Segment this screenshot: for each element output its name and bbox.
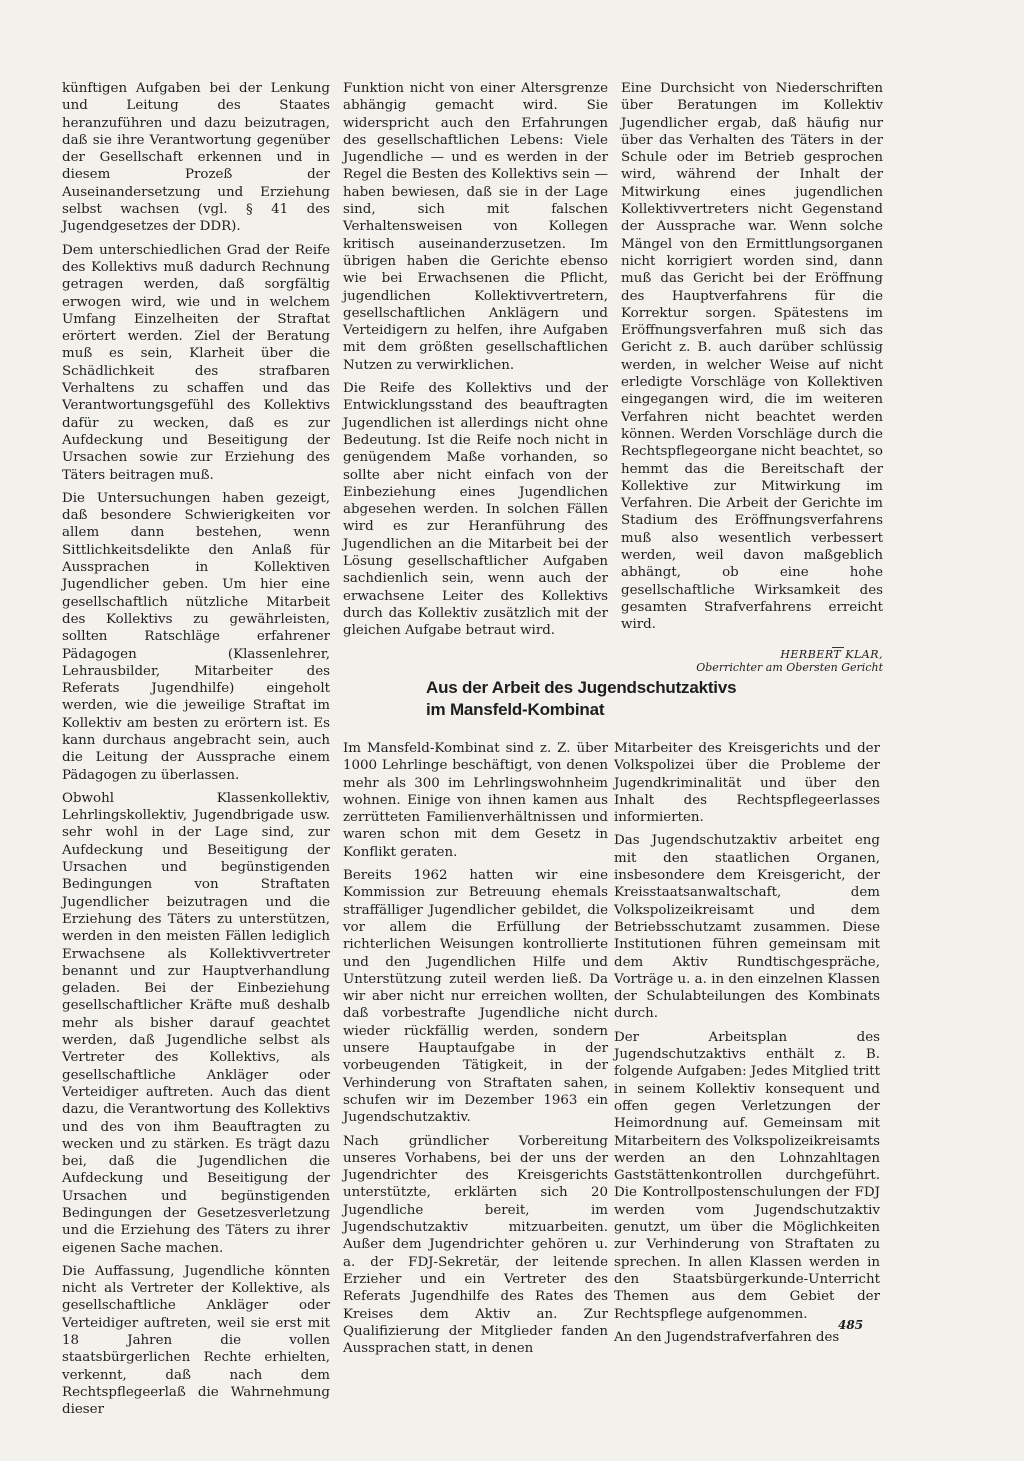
paragraph: Der Arbeitsplan des Jugendschutzaktivs enthält z. B. folgende Aufgaben: Jedes Mitglied tritt in seinem Kollektiv konsequent und offen gegen Verletzungen der Heimordnung auf. Gemeinsam mit Mitarbeitern des Volkspolizeikreisamts werden an den Lohnzahltagen Gaststättenkontrollen durchgeführt. Die Kontrollpostenschulungen der FDJ werden vom Jugendschutzaktiv genutzt, um über die Möglichkeiten zur Verhinderung von Straftaten zu sprechen. In allen Klassen werden in den Staatsbürgerkunde-Unterricht Themen aus dem Gebiet der Rechtspflege aufgenommen. [614,1029,880,1322]
paragraph: Im Mansfeld-Kombinat sind z. Z. über 1000 Lehrlinge beschäftigt, von denen mehr als 300 im Lehrlingswohnheim wohnen. Einige von ihnen kamen aus zerrütteten Familienverhältnissen und waren schon mit dem Gesetz in Konflikt geraten. [343,741,608,860]
paragraph: Die Untersuchungen haben gezeigt, daß besondere Schwierigkeiten vor allem dann bestehen, wenn Sittlichkeitsdelikte den Anlaß für Aussprachen in Kollektiven Jugendlicher geben. Um hier eine gesellschaftlich nützliche Mitarbeit des Kollektivs zu gewährleisten, sollten Ratschläge erfahrener Pädagogen (Klassenlehrer, Lehrausbilder, Mitarbeiter des Referats Jugendhilfe) eingeholt werden, wie die jeweilige Straftat im Kollektiv am besten zu erörtern ist. Es kann durchaus angebracht sein, auch die Leitung der Aussprache einem Pädagogen zu überlassen. [62,490,330,783]
end-rule [832,647,844,648]
author-title: Oberrichter am Obersten Gericht [696,660,883,674]
middle-column [343,80,608,646]
section-heading [426,677,866,721]
left-column [62,80,330,1425]
paragraph: künftigen Aufgaben bei der Lenkung und Leitung des Staates heranzuführen und dazu beizutragen, daß sie ihre Verantwortung gegenüber der Gesellschaft erkennen und in diesem Prozeß der Auseinandersetzung und Erziehung selbst wachsen (vgl. § 41 des Jugendgesetzes der DDR). [62,81,330,235]
paragraph: Dem unterschiedlichen Grad der Reife des Kollektivs muß dadurch Rechnung getragen werden, daß sorgfältig erwogen wird, wie und in welchem Umfang Einzelheiten der Straftat erörtert werden. Ziel der Beratung muß es sein, Klarheit über die Schädlichkeit des strafbaren Verhaltens zu schaffen und das Verantwortungsgefühl des Kollektivs dafür zu wecken, daß es zur Aufdeckung und Beseitigung der Ursachen sowie zur Erziehung des Täters beitragen muß. [62,242,330,483]
page-number: 485 [838,1318,864,1332]
paragraph: Bereits 1962 hatten wir eine Kommission zur Betreuung ehemals straffälliger Jugendlicher gebildet, die vor allem die Erfüllung der richterlichen Weisungen kontrollierte und den Jugendlichen Hilfe und Unterstützung zuteil werden ließ. Da wir aber nicht nur erreichen wollten, daß vorbestrafte Jugendliche nicht wieder rückfällig werden, sondern unsere Hauptaufgabe in der vorbeugenden Tätigkeit, in der Verhinderung von Straftaten sahen, schufen wir im Dezember 1963 ein Jugendschutzaktiv. [343,868,608,1126]
section-heading-line: Aus der Arbeit des Jugendschutzaktivs [426,678,737,697]
paragraph: Das Jugendschutzaktiv arbeitet eng mit den staatlichen Organen, insbesondere dem Kreisgericht, der Kreisstaatsanwaltschaft, dem Volkspolizeikreisamt und dem Betriebsschutzamt zusammen. Diese Institutionen führen gemeinsam mit dem Aktiv Rundtischgespräche, Vorträge u. a. in den einzelnen Klassen der Schulabteilungen des Kombinats durch. [614,833,880,1022]
paragraph: Die Auffassung, Jugendliche könnten nicht als Vertreter der Kollektive, als gesellschaftliche Ankläger oder Verteidiger auftreten, weil sie erst mit 18 Jahren die vollen staatsbürgerlichen Rechte erhielten, verkennt, daß nach dem Rechtspflegeerlaß die Wahrnehmung dieser [62,1263,330,1418]
section-middle-column [343,740,608,1363]
paragraph: Eine Durchsicht von Niederschriften über Beratungen im Kollektiv Jugendlicher ergab, daß häufig nur über das Verhalten des Täters in der Schule oder im Betrieb gesprochen wird, während der Inhalt der Mitwirkung eines jugendlichen Kollektivvertreters nicht Gegenstand der Aussprache war. Wenn solche Mängel von den Ermittlungsorganen nicht korrigiert worden sind, dann muß das Gericht bei der Eröffnung des Hauptverfahrens für die Korrektur sorgen. Spätestens im Eröffnungsverfahren muß sich das Gericht z. B. auch darüber schlüssig werden, in welcher Weise auf nicht erledigte Vorschläge von Kollektiven eingegangen wird, die im weiteren Verfahren nicht beachtet werden können. Werden Vorschläge durch die Rechtspflegeorgane nicht beachtet, so hemmt das die Bereitschaft der Kollektive zur Mitwirkung im Verfahren. Die Arbeit der Gerichte im Stadium des Eröffnungsverfahrens muß also wesentlich verbessert werden, weil davon maßgeblich abhängt, ob eine hohe gesellschaftliche Wirksamkeit des gesamten Strafverfahrens erreicht wird. [621,81,883,633]
right-column [621,80,883,674]
paragraph: Mitarbeiter des Kreisgerichts und der Volkspolizei über die Probleme der Jugendkriminalität und über den Inhalt des Rechtspflegeerlasses informierten. [614,741,880,826]
section-right-column [614,740,880,1352]
paragraph: Obwohl Klassenkollektiv, Lehrlingskollektiv, Jugendbrigade usw. sehr wohl in der Lage sind, zur Aufdeckung und Beseitigung der Ursachen und begünstigenden Bedingungen von Straftaten Jugendlicher beizutragen und die Erziehung des Täters zu unterstützen, werden in den meisten Fällen lediglich Erwachsene als Kollektivvertreter benannt und zur Hauptverhandlung geladen. Bei der Einbeziehung gesellschaftlicher Kräfte muß deshalb mehr als bisher darauf geachtet werden, daß Jugendliche selbst als Vertreter des Kollektivs, als gesellschaftliche Ankläger oder Verteidiger auftreten. Auch das dient dazu, die Verantwortung des Kollektivs und des von ihm Beauftragten zu wecken und zu stärken. Es trägt dazu bei, daß die Jugendlichen die Aufdeckung und Beseitigung der Ursachen und begünstigenden Bedingungen der Gesetzesverletzung und die Erziehung des Täters zu ihrer eigenen Sache machen. [62,790,330,1256]
paragraph: An den Jugendstrafverfahren des [614,1329,840,1345]
paragraph: Nach gründlicher Vorbereitung unseres Vorhabens, bei der uns der Jugendrichter des Kreisgerichts unterstützte, erklärten sich 20 Jugendliche bereit, im Jugendschutzaktiv mitzuarbeiten. Außer dem Jugendrichter gehören u. a. der FDJ-Sekretär, der leitende Erzieher und ein Vertreter des Referats Jugendhilfe des Rates des Kreises dem Aktiv an. Zur Qualifizierung der Mitglieder fanden Aussprachen statt, in denen [343,1133,608,1357]
paragraph: Die Reife des Kollektivs und der Entwicklungsstand des beauftragten Jugendlichen ist allerdings nicht ohne Bedeutung. Ist die Reife noch nicht in genügendem Maße vorhanden, so sollte aber nicht einfach von der Einbeziehung eines Jugendlichen abgesehen werden. In solchen Fällen wird es zur Heranführung des Jugendlichen an die Mitarbeit bei der Lösung gesellschaftlicher Aufgaben sachdienlich sein, wenn auch der erwachsene Leiter des Kollektivs durch das Kollektiv zusätzlich mit der gleichen Aufgabe betraut wird. [343,381,608,639]
paragraph: Funktion nicht von einer Altersgrenze abhängig gemacht wird. Sie widerspricht auch den Erfahrungen des gesellschaftlichen Lebens: Viele Jugendliche — und es werden in der Regel die Besten des Kollektivs sein — haben bewiesen, daß sie in der Lage sind, sich mit falschen Verhaltensweisen von Kollegen kritisch auseinanderzusetzen. Im übrigen haben die Gerichte ebenso wie bei Erwachsenen die Pflicht, jugendlichen Kollektivvertretern, gesellschaftlichen Anklägern und Verteidigern zu helfen, ihre Aufgaben mit dem größten gesellschaftlichen Nutzen zu verwirklichen. [343,81,608,373]
author-name: HERBERT KLAR, [780,647,883,661]
section-heading-line: im Mansfeld-Kombinat [426,700,605,719]
